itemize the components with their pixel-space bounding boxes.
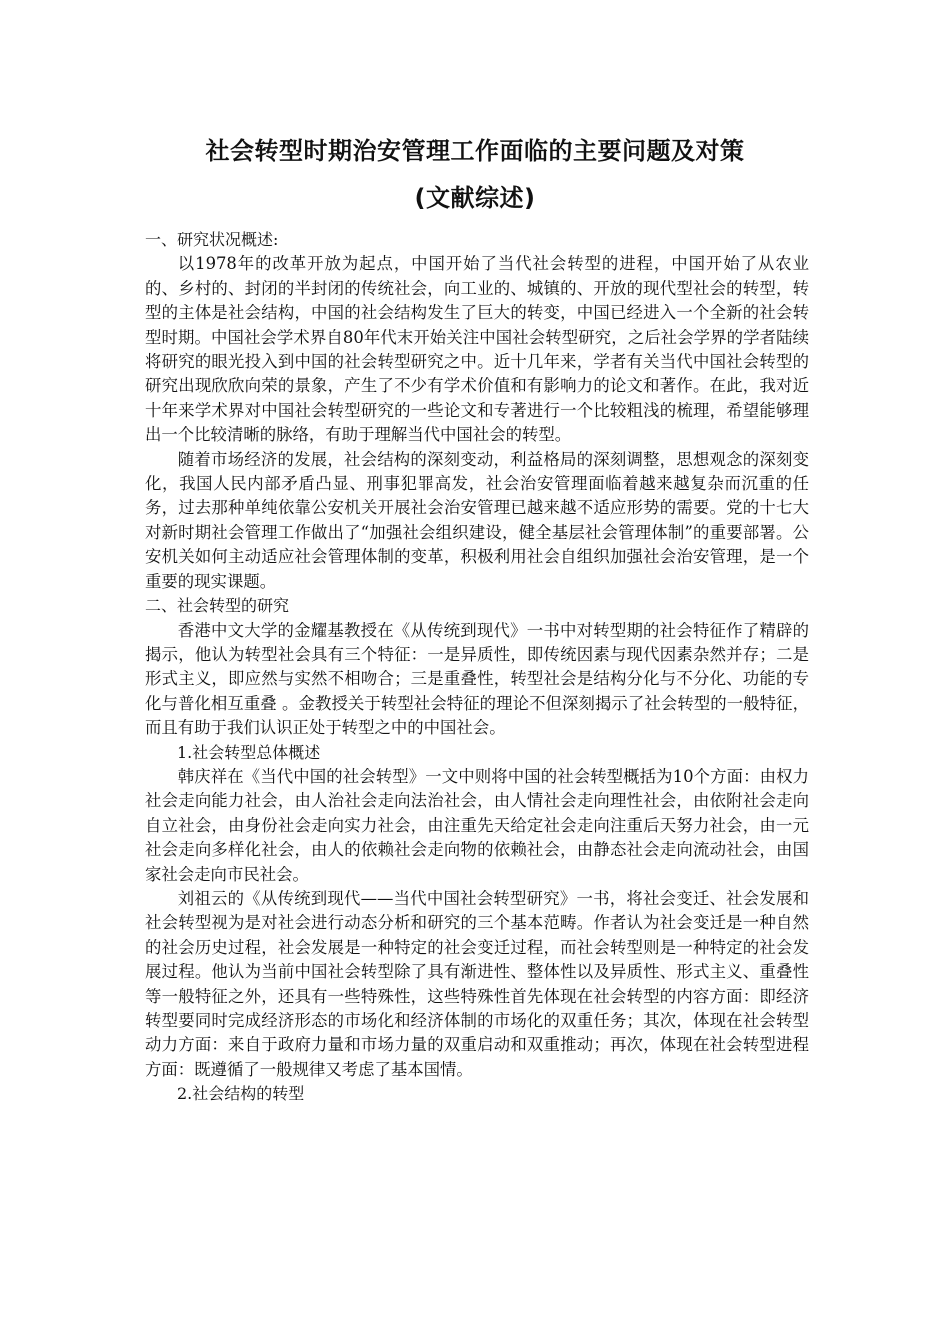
document-title: 社会转型时期治安管理工作面临的主要问题及对策 [205,137,745,165]
subsection-heading: 1.社会转型总体概述 [177,742,321,762]
section-heading: 一、研究状况概述: [145,230,279,249]
paragraph: 韩庆祥在《当代中国的社会转型》一文中则将中国的社会转型概括为10个方面：由权力社会走向能力社会，由人治社会走向法治社会，由人情社会走向理性社会，由依附社会走向自立社会，由身份社会走向实力社会，由注重先天给定社会走向注重后天努力社会，由一元社会走向多样化社会，由人的依赖社会走向物的依赖社会，由静态社会走向流动社会，由国家社会走向市民社会。 [145,766,809,884]
paragraph: 随着市场经济的发展，社会结构的深刻变动，利益格局的深刻调整，思想观念的深刻变化，我国人民内部矛盾凸显、刑事犯罪高发，社会治安管理面临着越来越复杂而沉重的任务，过去那种单纯依靠公安机关开展社会治安管理已越来越不适应形势的需要。党的十七大对新时期社会管理工作做出了“加强社会组织建设，健全基层社会管理体制”的重要部署。公安机关如何主动适应社会管理体制的变革，积极利用社会自组织加强社会治安管理，是一个重要的现实课题。 [145,449,809,591]
paragraph: 刘祖云的《从传统到现代——当代中国社会转型研究》一书，将社会变迁、社会发展和社会转型视为是对社会进行动态分析和研究的三个基本范畴。作者认为社会变迁是一种自然的社会历史过程，社会发展是一种特定的社会变迁过程，而社会转型则是一种特定的社会发展过程。他认为当前中国社会转型除了具有渐进性、整体性以及异质性、形式主义、重叠性等一般特征之外，还具有一些特殊性，这些特殊性首先体现在社会转型的内容方面：即经济转型要同时完成经济形态的市场化和经济体制的市场化的双重任务；其次，体现在社会转型动力方面：来自于政府力量和市场力量的双重启动和双重推动；再次，体现在社会转型进程方面：既遵循了一般规律又考虑了基本国情。 [145,888,809,1079]
subsection-heading: 2.社会结构的转型 [177,1084,305,1104]
section-heading: 二、社会转型的研究 [145,596,290,616]
document-body [145,228,809,1107]
paragraph: 以1978年的改革开放为起点，中国开始了当代社会转型的进程，中国开始了从农业的、乡村的、封闭的半封闭的传统社会，向工业的、城镇的、开放的现代型社会的转型，转型的主体是社会结构，中国的社会结构发生了巨大的转变，中国已经进入一个全新的社会转型时期。中国社会学术界自80年代末开始关注中国社会转型研究，之后社会学界的学者陆续将研究的眼光投入到中国的社会转型研究之中。近十几年来，学者有关当代中国社会转型的研究出现欣欣向荣的景象，产生了不少有学术价值和有影响力的论文和著作。在此，我对近十年来学术界对中国社会转型研究的一些论文和专著进行一个比较粗浅的梳理，希望能够理出一个比较清晰的脉络，有助于理解当代中国社会的转型。 [145,254,809,445]
document-subtitle: (文献综述) [414,184,536,212]
paragraph: 香港中文大学的金耀基教授在《从传统到现代》一书中对转型期的社会特征作了精辟的揭示，他认为转型社会具有三个特征：一是异质性，即传统因素与现代因素杂然并存；二是形式主义，即应然与实然不相吻合；三是重叠性，转型社会是结构分化与不分化、功能的专化与普化相互重叠 。金教授关于转型社会特征的理论不但深刻揭示了社会转型的一般特征，而且有助于我们认识正处于转型之中的中国社会。 [145,620,809,738]
